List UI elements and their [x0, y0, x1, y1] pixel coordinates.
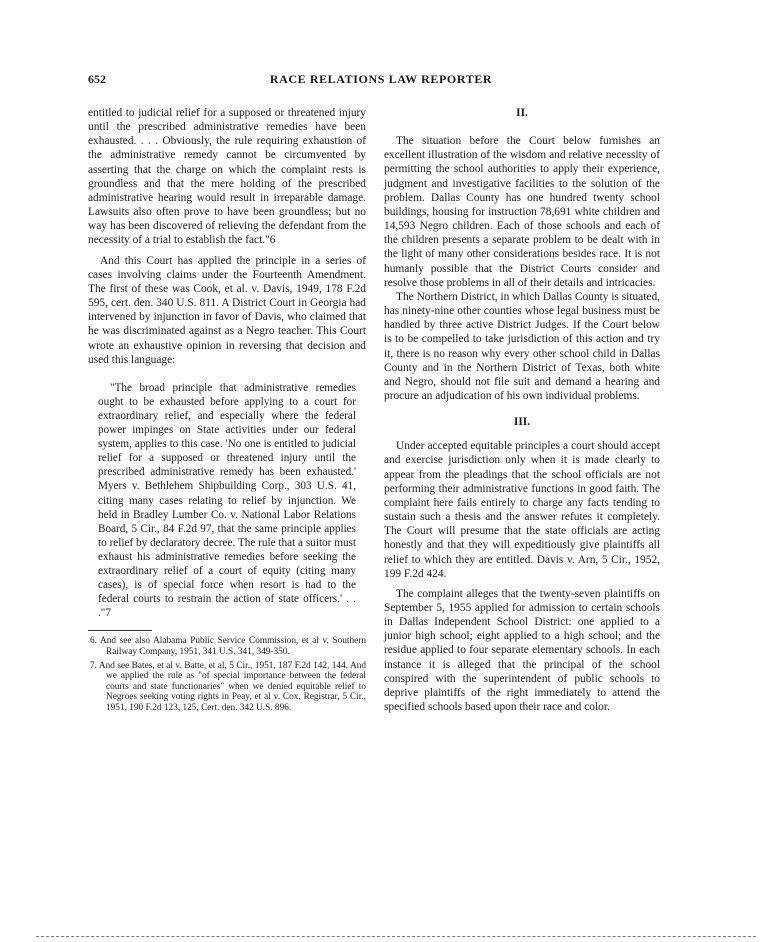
page-number: 652: [88, 72, 106, 86]
left-column: [88, 106, 366, 714]
body-paragraph: entitled to judicial relief for a supposed or threatened injury until the prescribed administrative remedies have been exhausted. . . . Obviously, the rule requiring exhaustion of the administrative remedy cannot be circumvented by asserting that the charge on which the complaint rests is groundless and that the mere holding of the prescribed administrative hearing would result in irreparable damage. Lawsuits also often prove to have been groundless; but no way has been discovered of relieving the defendant from the necessity of a trial to establish the fact."6: [88, 107, 366, 247]
section-heading: III.: [513, 416, 531, 429]
body-paragraph: The complaint alleges that the twenty-seven plaintiffs on September 5, 1955 applied for admission to certain schools in Dallas Independent School District: one applied to a junior high school; eight applied to a high school; and the residue applied to four separate elementary schools. In each instance it is alleged that the principal of the school conspired with the superintendent of public schools to deprive plaintiffs of the right immediately to attend the specified schools based upon their race and color.: [384, 587, 660, 714]
right-column: [384, 106, 660, 714]
body-paragraph: The situation before the Court below furnishes an excellent illustration of the wisdom and relative necessity of permitting the school authorities to apply their experience, judgment and investigative facilities to the solution of the problem. Dallas County has one hundred twenty school buildings, housing for instruction 78,691 white children and 14,593 Negro children. Each of those schools and each of the children presents a separate problem to be dealt with in the light of many other considerations besides race. It is not humanly possible that the District Courts consider and resolve those problems in all of their details and intricacies.: [384, 135, 660, 289]
scan-edge-line: [36, 936, 756, 937]
running-title: RACE RELATIONS LAW REPORTER: [269, 72, 493, 86]
body-paragraph: And this Court has applied the principle in a series of cases involving claims under the Fourteenth Amendment. The first of these was Cook, et al. v. Davis, 1949, 178 F.2d 595, cert. den. 340 U.S. 811. A District Court in Georgia had intervened by injunction in favor of Davis, who claimed that he was discriminated against as a Negro teacher. This Court wrote an exhaustive opinion in reversing that decision and used this language:: [88, 254, 366, 366]
footnote-rule: [88, 630, 152, 631]
block-quote: "The broad principle that administrative remedies ought to be exhausted before applying to a court for extraordinary relief, and especially where the federal power impinges on State activities under our federal system, applies to this case. 'No one is entitled to judicial relief for a supposed or threatened injury until the prescribed administrative remedy has been exhausted.' Myers v. Bethlehem Shipbuilding Corp., 303 U.S. 41, citing many cases relating to relief by injunction. We held in Bradley Lumber Co. v. National Labor Relations Board, 5 Cir., 84 F.2d 97, that the same principle applies to relief by declaratory decree. The rule that a suitor must exhaust his administrative remedies before seeking the extraordinary relief of a court of equity (citing many cases), is of special force when resort is had to the federal courts to restrain the action of state officers.' . . ."7: [98, 381, 356, 620]
body-paragraph: Under accepted equitable principles a court should accept and exercise jurisdiction only when it is made clearly to appear from the pleadings that the school officials are not performing their administrative functions in good faith. The complaint here fails entirely to charge any facts tending to sustain such a thesis and the answer refutes it completely. The Court will presume that the state officials are acting honestly and that they will expeditiously give plaintiffs all relief to which they are entitled. Davis v. Arn, 5 Cir., 1952, 199 F.2d 424.: [384, 440, 660, 580]
page-header: [88, 72, 674, 88]
body-paragraph: The Northern District, in which Dallas County is situated, has ninety-nine other counties whose legal business must be handled by three active District Judges. If the Court below is to be compelled to take jurisdiction of this action and try it, there is no reason why every other school child in Dallas County and in the Northern District of Texas, both white and Negro, should not file suit and demand a hearing and procure an adjudication of his own individual problems.: [384, 290, 660, 402]
footnote: 6. And see also Alabama Public Service Commission, et al v. Southern Railway Company, 1951, 341 U.S. 341, 349-350.: [90, 636, 366, 657]
footnote: 7. And see Bates, et al v. Batte, et al, 5 Cir., 1951, 187 F.2d 142, 144. And we applied the rule as "of special importance between the federal courts and state functionaries" when we denied equitable relief to Negroes seeking voting rights in Peay, et al v. Cox, Registrar, 5 Cir., 1951, 190 F.2d 123, 125, Cert. den. 342 U.S. 896.: [90, 660, 366, 713]
section-heading: II.: [516, 107, 528, 119]
